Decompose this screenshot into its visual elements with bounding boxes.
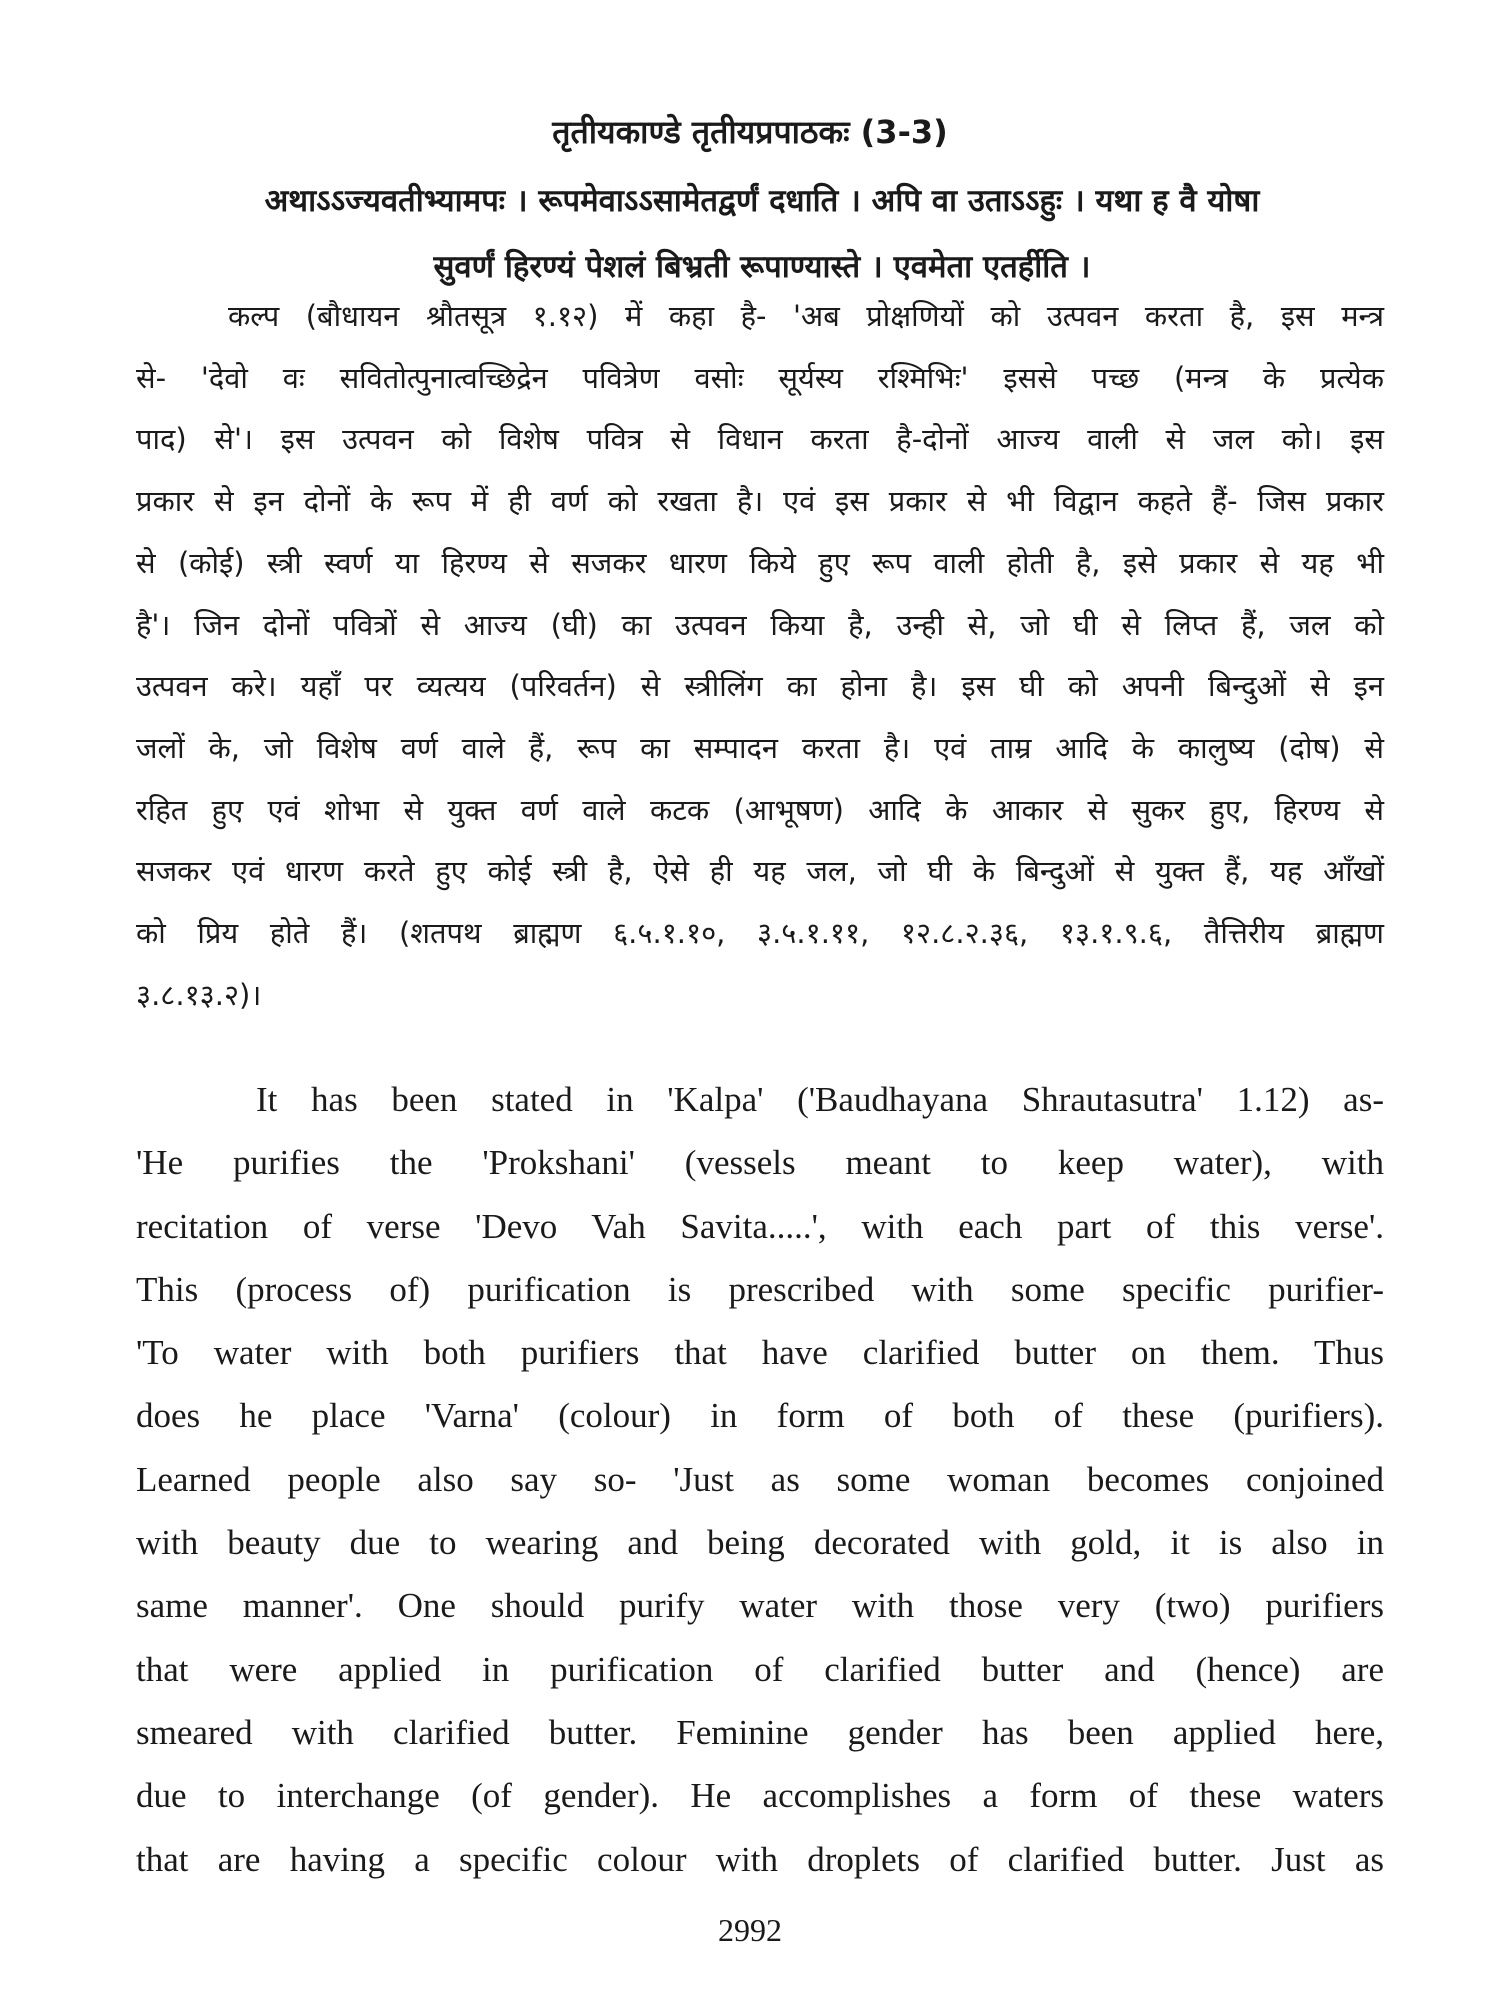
hindi-line: है'। जिन दोनों पवित्रों से आज्य (घी) का उत्पवन किया है, उन्ही से, जो घी से लिप्त हैं, जल को xyxy=(136,607,1384,642)
hindi-line: कल्प (बौधायन श्रौतसूत्र १.१२) में कहा है- 'अब प्रोक्षणियों को उत्पवन करता है, इस मन्त्र xyxy=(228,299,1384,333)
english-line: that were applied in purification of clarified butter and (hence) are xyxy=(136,1649,1384,1689)
sanskrit-verse xyxy=(140,168,1384,300)
page-number: 2992 xyxy=(718,1912,782,1948)
hindi-line: ३.८.१३.२)। xyxy=(136,977,262,1012)
english-line: It has been stated in 'Kalpa' ('Baudhayana Shrautasutra' 1.12) as- xyxy=(256,1080,1384,1119)
english-line: that are having a specific colour with droplets of clarified butter. Just as xyxy=(136,1839,1384,1879)
english-line: 'To water with both purifiers that have clarified butter on them. Thus xyxy=(136,1333,1384,1373)
hindi-commentary xyxy=(136,286,1384,1026)
english-line: same manner'. One should purify water with those very (two) purifiers xyxy=(136,1586,1384,1626)
hindi-line: से (कोई) स्त्री स्वर्ण या हिरण्य से सजकर धारण किये हुए रूप वाली होती है, इसे प्रकार से यह भी xyxy=(136,545,1384,580)
hindi-line: पाद) से'। इस उत्पवन को विशेष पवित्र से विधान करता है-दोनों आज्य वाली से जल को। इस xyxy=(136,422,1384,457)
hindi-line: जलों के, जो विशेष वर्ण वाले हैं, रूप का सम्पादन करता है। एवं ताम्र आदि के कालुष्य (दोष) से xyxy=(136,730,1384,765)
hindi-line: प्रकार से इन दोनों के रूप में ही वर्ण को रखता है। एवं इस प्रकार से भी विद्वान कहते हैं- जिस प्रकार xyxy=(136,484,1384,519)
english-line: with beauty due to wearing and being decorated with gold, it is also in xyxy=(136,1523,1384,1563)
verse-line: अथाऽऽज्यवतीभ्यामपः । रूपमेवाऽऽसामेतद्वर्णं दधाति । अपि वा उताऽऽहुः । यथा ह वै योषा xyxy=(264,183,1260,219)
english-line: smeared with clarified butter. Feminine gender has been applied here, xyxy=(136,1712,1384,1752)
hindi-line: रहित हुए एवं शोभा से युक्त वर्ण वाले कटक (आभूषण) आदि के आकार से सुकर हुए, हिरण्य से xyxy=(136,792,1384,827)
hindi-line: से- 'देवो वः सवितोत्पुनात्वच्छिद्रेन पवित्रेण वसोः सूर्यस्य रश्मिभिः' इससे पच्छ (मन्त्र के प्रत्येक xyxy=(136,360,1384,395)
english-line: due to interchange (of gender). He accomplishes a form of these waters xyxy=(136,1776,1384,1816)
english-line: Learned people also say so- 'Just as some woman becomes conjoined xyxy=(136,1459,1384,1499)
hindi-line: को प्रिय होते हैं। (शतपथ ब्राह्मण ६.५.१.१०, ३.५.१.११, १२.८.२.३६, १३.१.९.६, तैत्तिरीय ब्राह्मण xyxy=(136,916,1384,951)
english-line: recitation of verse 'Devo Vah Savita.....', with each part of this verse'. xyxy=(136,1206,1384,1246)
english-translation xyxy=(136,1068,1384,1891)
english-line: does he place 'Varna' (colour) in form of both of these (purifiers). xyxy=(136,1396,1384,1436)
verse-line: सुवर्णं हिरण्यं पेशलं बिभ्रती रूपाण्यास्ते । एवमेता एतर्हीति । xyxy=(433,249,1091,285)
english-line: This (process of) purification is prescribed with some specific purifier- xyxy=(136,1269,1384,1309)
section-heading: तृतीयकाण्डे तृतीयप्रपाठकः (3-3) xyxy=(552,113,948,151)
hindi-line: उत्पवन करे। यहाँ पर व्यत्यय (परिवर्तन) से स्त्रीलिंग का होना है। इस घी को अपनी बिन्दुओं से इन xyxy=(136,669,1384,704)
english-line: 'He purifies the 'Prokshani' (vessels meant to keep water), with xyxy=(136,1143,1384,1183)
hindi-line: सजकर एवं धारण करते हुए कोई स्त्री है, ऐसे ही यह जल, जो घी के बिन्दुओं से युक्त हैं, यह आँखों xyxy=(136,854,1384,889)
